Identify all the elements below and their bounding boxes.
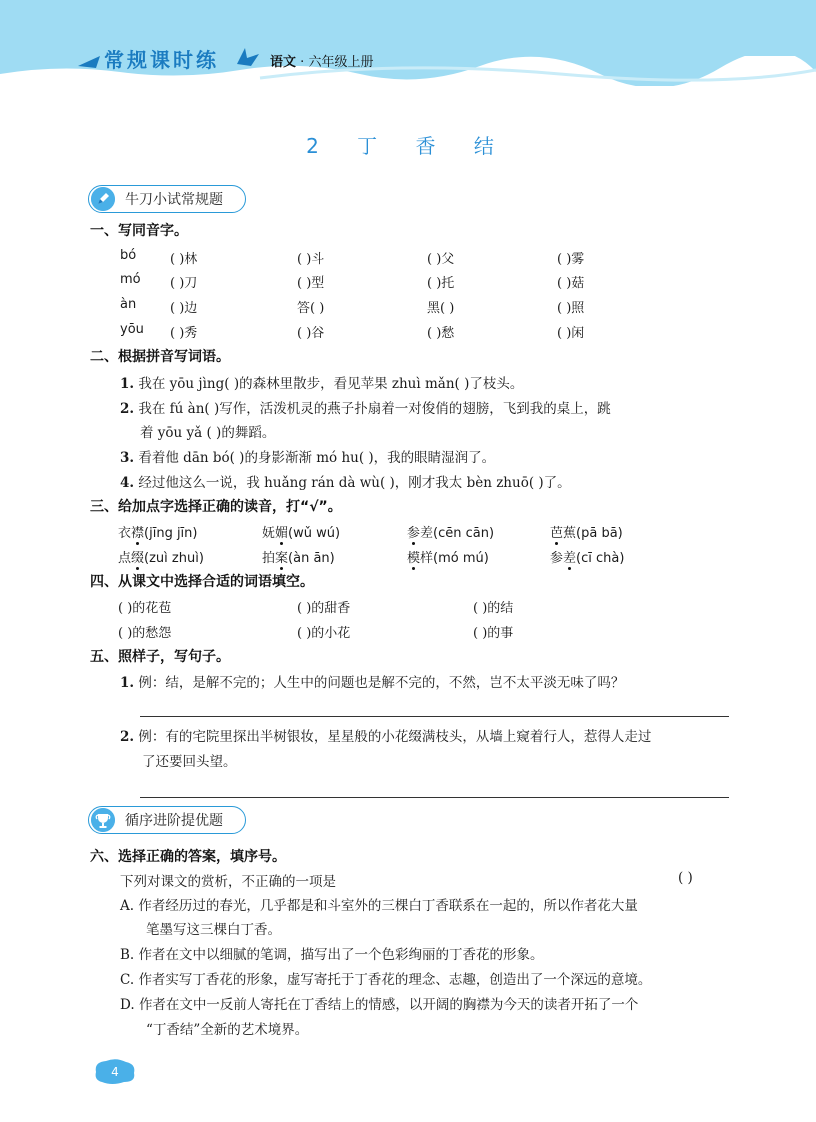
q1-row-2-pinyin: mó (120, 272, 141, 287)
item-number: 4. (120, 475, 135, 491)
answer-line (140, 716, 729, 717)
q6-option-a (120, 894, 638, 914)
subject-grade (270, 51, 373, 70)
brand-swoosh-right-icon (233, 46, 261, 68)
option-text: 作者经历过的春光，几乎都是和斗室外的三棵白丁香联系在一起的，所以作者花大量 (138, 898, 638, 914)
q1-row-2-item-2: ( )型 (297, 276, 325, 291)
option-label: C. (120, 972, 135, 988)
q5-item-2 (120, 725, 651, 745)
q4-r2-c3: ( )的事 (473, 626, 514, 641)
section-pill-basic (88, 185, 246, 213)
q6-option-d (120, 993, 638, 1013)
option-text: 作者实写丁香花的形象，虚写寄托于丁香花的理念、志趣，创造出了一个深远的意境。 (138, 972, 652, 988)
q1-row-4-pinyin: yōu (120, 322, 144, 337)
q1-row-1-item-1: ( )林 (170, 252, 198, 267)
q1-row-2-item-3: ( )托 (427, 276, 455, 291)
q6-option-a-cont: 笔墨写这三棵白丁香。 (146, 922, 281, 938)
q1-row-2-item-4: ( )菇 (557, 276, 585, 291)
item-text: 经过他这么一说，我 huǎng rán dà wù( )，刚才我太 bèn zhuō( )了。 (138, 475, 571, 491)
option-label: D. (120, 997, 135, 1013)
option-label: B. (120, 947, 135, 963)
q1-row-4-item-3: ( )愁 (427, 326, 455, 341)
q1-row-3-item-3: 黑( ) (427, 301, 455, 316)
item-number: 2. (120, 729, 135, 745)
q2-item-2 (120, 397, 611, 417)
subject: 语文 (270, 55, 297, 70)
q6-option-b (120, 943, 544, 963)
q1-row-3-item-4: ( )照 (557, 301, 585, 316)
q4-r2-c2: ( )的小花 (297, 626, 351, 641)
q3-r2-c4: 参差(cī chà) (550, 547, 624, 566)
q1-row-4-item-1: ( )秀 (170, 326, 198, 341)
q3-r1-c2: 妩媚(wǔ wú) (262, 522, 340, 541)
page-header (0, 0, 816, 86)
q1-row-4-item-4: ( )闲 (557, 326, 585, 341)
question-1-title: 一、写同音字。 (90, 223, 188, 239)
q2-item-1 (120, 372, 523, 392)
question-5-title: 五、照样子，写句子。 (90, 649, 230, 665)
q3-r1-c3: 参差(cēn cān) (407, 522, 494, 541)
item-text: 例：结，是解不完的；人生中的问题也是解不完的，不然，岂不太平淡无味了吗？ (138, 675, 625, 691)
q6-answer-blank: ( ) (678, 870, 693, 886)
item-text: 我在 yōu jìng( )的森林里散步，看见苹果 zhuì mǎn( )了枝头。 (138, 376, 524, 392)
q3-r2-c2: 拍案(àn ān) (262, 547, 335, 566)
q4-r2-c1: ( )的愁怨 (118, 626, 172, 641)
item-text: 我在 fú àn( )写作，活泼机灵的燕子扑扇着一对俊俏的翅膀，飞到我的桌上，跳 (138, 401, 611, 417)
item-text: 例：有的宅院里探出半树银妆，星星般的小花缀满枝头，从墙上窥着行人，惹得人走过 (138, 729, 652, 745)
item-number: 2. (120, 401, 135, 417)
series-title: 常规课时练 (104, 48, 219, 72)
question-4-title: 四、从课文中选择合适的词语填空。 (90, 574, 314, 590)
q2-item-4 (120, 471, 571, 491)
q1-row-1-item-2: ( )斗 (297, 252, 325, 267)
brand-swoosh-left-icon (76, 52, 102, 70)
question-3-title: 三、给加点字选择正确的读音，打“√”。 (90, 499, 342, 515)
q6-stem: 下列对课文的赏析，不正确的一项是 (120, 874, 336, 890)
q2-item-3 (120, 446, 495, 466)
q4-r1-c3: ( )的结 (473, 601, 514, 616)
trophy-icon (91, 808, 115, 832)
q3-r2-c1: 点缀(zuì zhuì) (118, 547, 204, 566)
q6-option-d-cont: “丁香结”全新的艺术境界。 (146, 1022, 309, 1038)
q5-item-2-cont: 了还要回头望。 (142, 754, 237, 770)
item-number: 3. (120, 450, 135, 466)
grade: 六年级上册 (308, 55, 374, 70)
item-number: 1. (120, 675, 135, 691)
page-title: 2 丁 香 结 (306, 134, 510, 158)
q1-row-2-item-1: ( )刀 (170, 276, 198, 291)
q3-r1-c4: 芭蕉(pā bā) (550, 522, 623, 541)
section-pill-advanced (88, 806, 246, 834)
question-6-title: 六、选择正确的答案，填序号。 (90, 849, 286, 865)
item-text: 看着他 dān bó( )的身影渐渐 mó hu( )，我的眼睛湿润了。 (138, 450, 496, 466)
q6-option-c (120, 968, 651, 988)
q1-row-3-pinyin: àn (120, 297, 137, 312)
section-label: 循序进阶提优题 (125, 813, 223, 829)
q1-row-4-item-2: ( )谷 (297, 326, 325, 341)
pen-icon (91, 187, 115, 211)
option-text: 作者在文中以细腻的笔调，描写出了一个色彩绚丽的丁香花的形象。 (138, 947, 544, 963)
q1-row-1-item-3: ( )父 (427, 252, 455, 267)
q1-row-3-item-2: 答( ) (297, 301, 325, 316)
q4-r1-c1: ( )的花苞 (118, 601, 172, 616)
option-text: 作者在文中一反前人寄托在丁香结上的情感，以开阔的胸襟为今天的读者开拓了一个 (138, 997, 639, 1013)
answer-line (140, 797, 729, 798)
q3-r2-c3: 模样(mó mú) (407, 547, 489, 566)
question-2-title: 二、根据拼音写词语。 (90, 349, 230, 365)
q1-row-1-pinyin: bó (120, 248, 137, 263)
option-label: A. (120, 898, 135, 914)
q4-r1-c2: ( )的甜香 (297, 601, 351, 616)
q1-row-3-item-1: ( )边 (170, 301, 198, 316)
q2-item-2-cont: 着 yōu yǎ ( )的舞蹈。 (140, 425, 276, 441)
item-number: 1. (120, 376, 135, 392)
page-number: 4 (111, 1065, 119, 1079)
q5-item-1 (120, 671, 624, 691)
subject-separator: · (300, 55, 305, 70)
q1-row-1-item-4: ( )雾 (557, 252, 585, 267)
section-label: 牛刀小试常规题 (125, 192, 223, 208)
q3-r1-c1: 衣襟(jīng jīn) (118, 522, 198, 541)
page-number-badge (92, 1056, 138, 1086)
